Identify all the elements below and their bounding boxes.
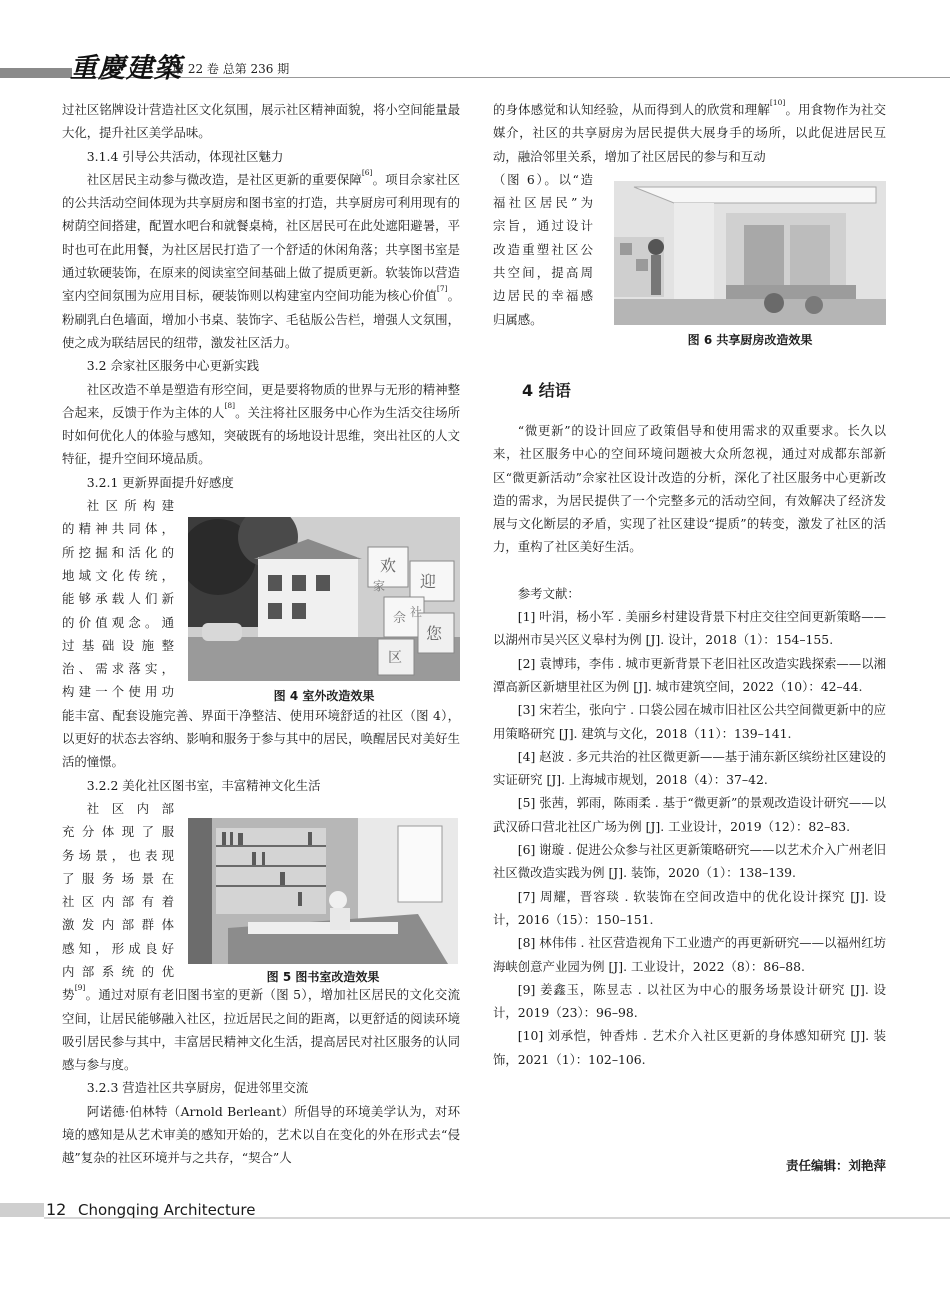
- figure-5: [188, 818, 458, 990]
- reference-item: [10] 刘承恺，钟香炜 . 艺术介入社区更新的身体感知研究 [J]. 装饰，2021（1）：102–106.: [493, 1028, 886, 1067]
- subheading: 3.2.3 营造社区共享厨房，促进邻里交流: [86, 1080, 309, 1096]
- subheading: 3.2.1 更新界面提升好感度: [86, 474, 234, 490]
- reference-item: [2] 袁博玮，李伟 . 城市更新背景下老旧社区改造实践探索——以湘潭高新区新塘里社区为例 [J]. 城市建筑空间，2022（10）：42–44.: [493, 655, 886, 694]
- figure-4-caption: 图 4 室外改造效果: [273, 689, 375, 703]
- library-render-image: [188, 818, 458, 964]
- figure-6: [614, 181, 886, 351]
- figure-6-image: [614, 181, 886, 325]
- sign-char: 佘: [393, 611, 407, 626]
- paragraph: 社区居民主动参与微改造，是社区更新的重要保障[6]。项目佘家社区的公共活动空间体现为共享厨房和图书室的打造，共享厨房可利用现有的树荫空间搭建，配置水吧台和就餐桌椅，社区居民可在此处遮阳避暑，平时也可在此用餐，为社区居民打造了一个舒适的休闲角落；共享图书室是通过软硬装饰，在原来的阅读室空间基础上做了提质更新。软装饰以营造室内空间氛围为应用目标，硬装饰则以构建室内空间功能为核心价值[7]。粉刷乳白色墙面，增加小书桌、装饰字、毛毡版公告栏，增强人文氛围，使之成为联结居民的纽带，激发社区活力。: [62, 167, 461, 350]
- reference-item: [7] 周耀，晋容琰 . 软装饰在空间改造中的优化设计探究 [J]. 设计，2016（15）：150–151.: [493, 888, 886, 927]
- journal-english-title: Chongqing Architecture: [78, 1201, 256, 1219]
- journal-logo: 重慶建築: [70, 53, 182, 84]
- figure-5-caption: 图 5 图书室改造效果: [266, 970, 380, 984]
- reference-item: [8] 林伟伟 . 社区营造视角下工业遗产的再更新研究——以福州红坊海峡创意产业园为例 [J]. 工业设计，2022（8）：86–88.: [493, 935, 886, 974]
- page-number: 12: [46, 1200, 67, 1219]
- citation: [7]: [436, 284, 448, 294]
- citation: [10]: [769, 98, 786, 107]
- reference-item: [4] 赵波 . 多元共治的社区微更新——基于浦东新区缤纷社区建设的实证研究 [J]. 上海城市规划，2018（4）：37–42.: [493, 748, 886, 788]
- section-heading-conclusion: 4 结语: [522, 381, 571, 400]
- header-bar: [0, 68, 72, 78]
- paragraph: 阿诺德·伯林特（Arnold Berleant）所倡导的环境美学认为，对环境的感知是从艺术审美的感知开始的，艺术以自在变化的外在形式去“侵越”复杂的社区环境并与之共存，“契合”人: [62, 1103, 460, 1166]
- wrap-text-fig6: （图 6）。以“造 福社区居民”为 宗旨，通过设计 改造重塑社区公 共空间，提高周 边居民的幸福感 归属感。: [493, 171, 593, 327]
- subheading: 3.1.4 引导公共活动，体现社区魅力: [86, 148, 284, 164]
- page-footer: [0, 1200, 950, 1222]
- kitchen-render-image: [614, 181, 886, 325]
- figure-4: [188, 517, 460, 707]
- issue-info: 第 22 卷 总第 236 期: [172, 62, 290, 76]
- figure-6-caption: 图 6 共享厨房改造效果: [687, 333, 813, 347]
- subheading: 3.2 佘家社区服务中心更新实践: [86, 358, 260, 374]
- subheading: 3.2.2 美化社区图书室，丰富精神文化生活: [86, 777, 321, 793]
- reference-item: [1] 叶涓，杨小军 . 美丽乡村建设背景下村庄交往空间更新策略——以湖州市吴兴区义皋村为例 [J]. 设计，2018（1）：154–155.: [493, 609, 886, 648]
- paragraph: 社区改造不单是塑造有形空间，更是要将物质的世界与无形的精神整合起来，反馈于作为主体的人[8]。关注将社区服务中心作为生活交往场所时如何优化人的体验与感知，突破既有的场地设计思维，突出社区的人文特征，提升空间环境品质。: [62, 381, 461, 467]
- sign-char: 迎: [420, 572, 437, 591]
- reference-item: [9] 姜鑫玉，陈昱志 . 以社区为中心的服务场景设计研究 [J]. 设计，2019（23）：96–98.: [493, 981, 886, 1021]
- wrap-text-fig5: 社区内部 充分体现了服 务场景，也表现 了服务场景在 社区内部有着 激发内部群体 感知，形成良好 内部系统的优: [62, 800, 174, 979]
- paragraph: “微更新”的设计回应了政策倡导和使用需求的双重要求。长久以来，社区服务中心的空间环境问题被大众所忽视，通过对成都东部新区“微更新活动”佘家社区设计改造的分析，深化了社区服务中心更新改造的需求，为居民提供了一个完整多元的活动空间，有效解决了经济发展与文化断层的矛盾，实现了社区建设“提质”的转变，激发了社区的活力，重构了社区美好生活。: [493, 423, 886, 555]
- sign-char: 区: [388, 650, 402, 666]
- paragraph: 能丰富、配套设施完善、界面干净整洁、使用环境舒适的社区（图 4），以更好的状态去容纳、影响和服务于参与其中的居民，唤醒居民对美好生活的憧憬。: [62, 707, 460, 770]
- references-title: 参考文献：: [517, 585, 580, 601]
- page-header: [0, 44, 950, 84]
- responsible-editor: 责任编辑：刘艳萍: [785, 1158, 886, 1173]
- figure-5-image: [188, 818, 458, 964]
- paragraph: 势[9]。通过对原有老旧图书室的更新（图 5），增加社区居民的文化交流空间，让居民能够融入社区，拉近居民之间的距离，以更舒适的阅读环境吸引居民参与其中，丰富居民精神文化生活，提高居民对社区服务的认同感与参与度。: [62, 983, 461, 1073]
- citation: [8]: [224, 400, 236, 410]
- citation: [6]: [361, 167, 373, 177]
- paragraph: 的身体感觉和认知经验，从而得到人的欣赏和理解[10]。用食物作为社交媒介，社区的共享厨房为居民提供大展身手的场所，以此促进居民互动，融洽邻里关系，增加了社区居民的参与和互动: [493, 98, 887, 164]
- sign-char: 欢: [380, 556, 397, 575]
- sign-char: 您: [426, 624, 443, 643]
- paragraph: 过社区铭牌设计营造社区文化氛围，展示社区精神面貌，将小空间能量最大化，提升社区美学品味。: [62, 102, 460, 141]
- sign-char: 社: [410, 605, 423, 619]
- sign-char: 家: [373, 579, 386, 593]
- reference-item: [3] 宋若尘，张向宁 . 口袋公园在城市旧社区公共空间微更新中的应用策略研究 [J]. 建筑与文化，2018（11）：139–141.: [493, 702, 886, 741]
- conclusion-block: [493, 419, 886, 1071]
- wrap-text-fig4: 社区所构建 的精神共同体， 所挖掘和活化的 地域文化传统， 能够承载人们新 的价值观念。通 过基础设施整 治、需求落实， 构建一个使用功: [62, 498, 174, 700]
- figure-4-image: [188, 517, 460, 681]
- reference-item: [6] 谢璇 . 促进公众参与社区更新策略研究——以艺术介入广州老旧社区微改造实践为例 [J]. 装饰，2020（1）：138–139.: [493, 842, 886, 881]
- header-rule: [72, 77, 950, 78]
- citation: [9]: [74, 983, 86, 993]
- outdoor-render-image: [188, 517, 460, 681]
- footer-bar: [0, 1203, 44, 1217]
- reference-item: [5] 张茜，郭雨，陈雨柔 . 基于“微更新”的景观改造设计研究——以武汉硚口营北社区广场为例 [J]. 工业设计，2019（12）：82–83.: [493, 795, 886, 834]
